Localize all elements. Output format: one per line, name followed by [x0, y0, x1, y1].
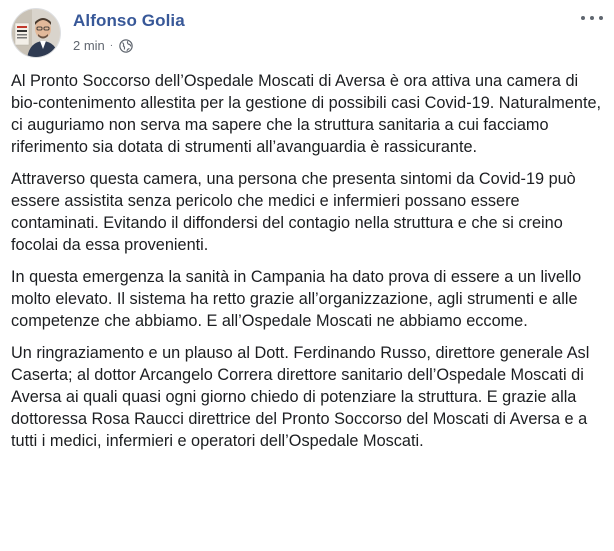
post-paragraph: In questa emergenza la sanità in Campania ha dato prova di essere a un livello molto elevato. Il sistema ha retto grazie all’organizzazione, agli strumenti e alle competenze che abbiamo. E all’Ospedale Moscati ne abbiamo eccome.	[11, 268, 582, 330]
post-paragraph: Un ringraziamento e un plauso al Dott. Ferdinando Russo, direttore generale Asl Caserta; al dottor Arcangelo Correra direttore sanitario dell’Ospedale Moscati di Aversa ai quali quasi ogni giorno chiedo di potenziare la struttura. E grazie alla dottoressa Rosa Raucci direttrice del Pronto Soccorso del Moscati di Aversa e a tutti i medici, infermieri e operatori dell’Ospedale Moscati.	[11, 344, 590, 450]
more-dot	[590, 16, 594, 20]
more-dot	[599, 16, 603, 20]
author-avatar[interactable]	[11, 8, 61, 58]
post-timestamp[interactable]: 2 min	[73, 38, 105, 53]
author-name[interactable]: Alfonso Golia	[73, 11, 185, 30]
post-meta	[73, 38, 133, 53]
post-paragraph: Attraverso questa camera, una persona che presenta sintomi da Covid-19 può essere assistita senza pericolo che medici e infermieri possano essere contaminati. Evitando il diffondersi del contagio nella struttura e che si creino focolai da essa provenienti.	[11, 170, 576, 254]
more-options-button[interactable]	[581, 10, 603, 26]
avatar-image-icon	[12, 9, 61, 58]
post-paragraph: Al Pronto Soccorso dell’Ospedale Moscati di Aversa è ora attiva una camera di bio-contenimento allestita per la gestione di possibili casi Covid-19. Naturalmente, ci auguriamo non serva ma sapere che la struttura sanitaria a cui facciamo riferimento sia dotata di strumenti all’avanguardia è rassicurante.	[11, 72, 602, 156]
more-dot	[581, 16, 585, 20]
globe-icon[interactable]	[119, 39, 133, 53]
meta-separator: ·	[109, 40, 114, 51]
post-header	[11, 8, 603, 60]
post-body	[11, 70, 609, 462]
